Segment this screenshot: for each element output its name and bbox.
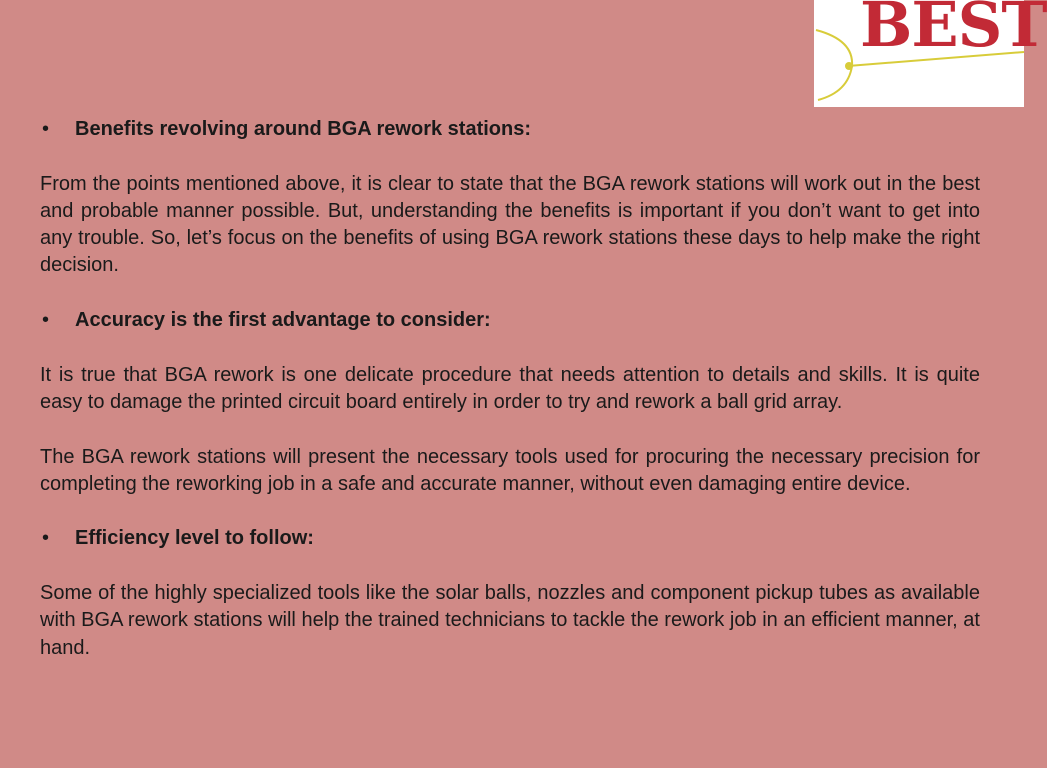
heading-text: Accuracy is the first advantage to consider: bbox=[75, 309, 491, 332]
best-logo bbox=[814, 0, 1047, 107]
section-heading-benefits bbox=[40, 116, 980, 143]
bullet-marker: • bbox=[42, 118, 50, 140]
logo-text: BEST bbox=[860, 0, 1047, 61]
paragraph: It is true that BGA rework is one delicate procedure that needs attention to details and skills. It is quite easy to damage the printed circuit board entirely in order to try and rework a ball grid array. bbox=[40, 363, 980, 413]
heading-text: Benefits revolving around BGA rework stations: bbox=[75, 118, 532, 140]
paragraph: Some of the highly specialized tools like the solar balls, nozzles and component pickup tubes as available with BGA rework stations will help the trained technicians to tackle the rework job in an efficient manner, at hand. bbox=[40, 582, 980, 659]
section-heading-accuracy bbox=[40, 307, 980, 334]
paragraph: The BGA rework stations will present the necessary tools used for procuring the necessary precision for completing the reworking job in a safe and accurate manner, without even damaging entire device. bbox=[40, 445, 980, 495]
section-heading-efficiency bbox=[40, 525, 980, 552]
bullet-marker: • bbox=[42, 309, 50, 332]
heading-text: Efficiency level to follow: bbox=[75, 527, 314, 550]
bullet-marker: • bbox=[42, 527, 50, 550]
paragraph: From the points mentioned above, it is clear to state that the BGA rework stations will work out in the best and probable manner possible. But, understanding the benefits is important if you don’t want to get into any trouble. So, let’s focus on the benefits of using BGA rework stations these days to help make the right decision. bbox=[40, 172, 980, 277]
slide-content bbox=[40, 116, 980, 662]
